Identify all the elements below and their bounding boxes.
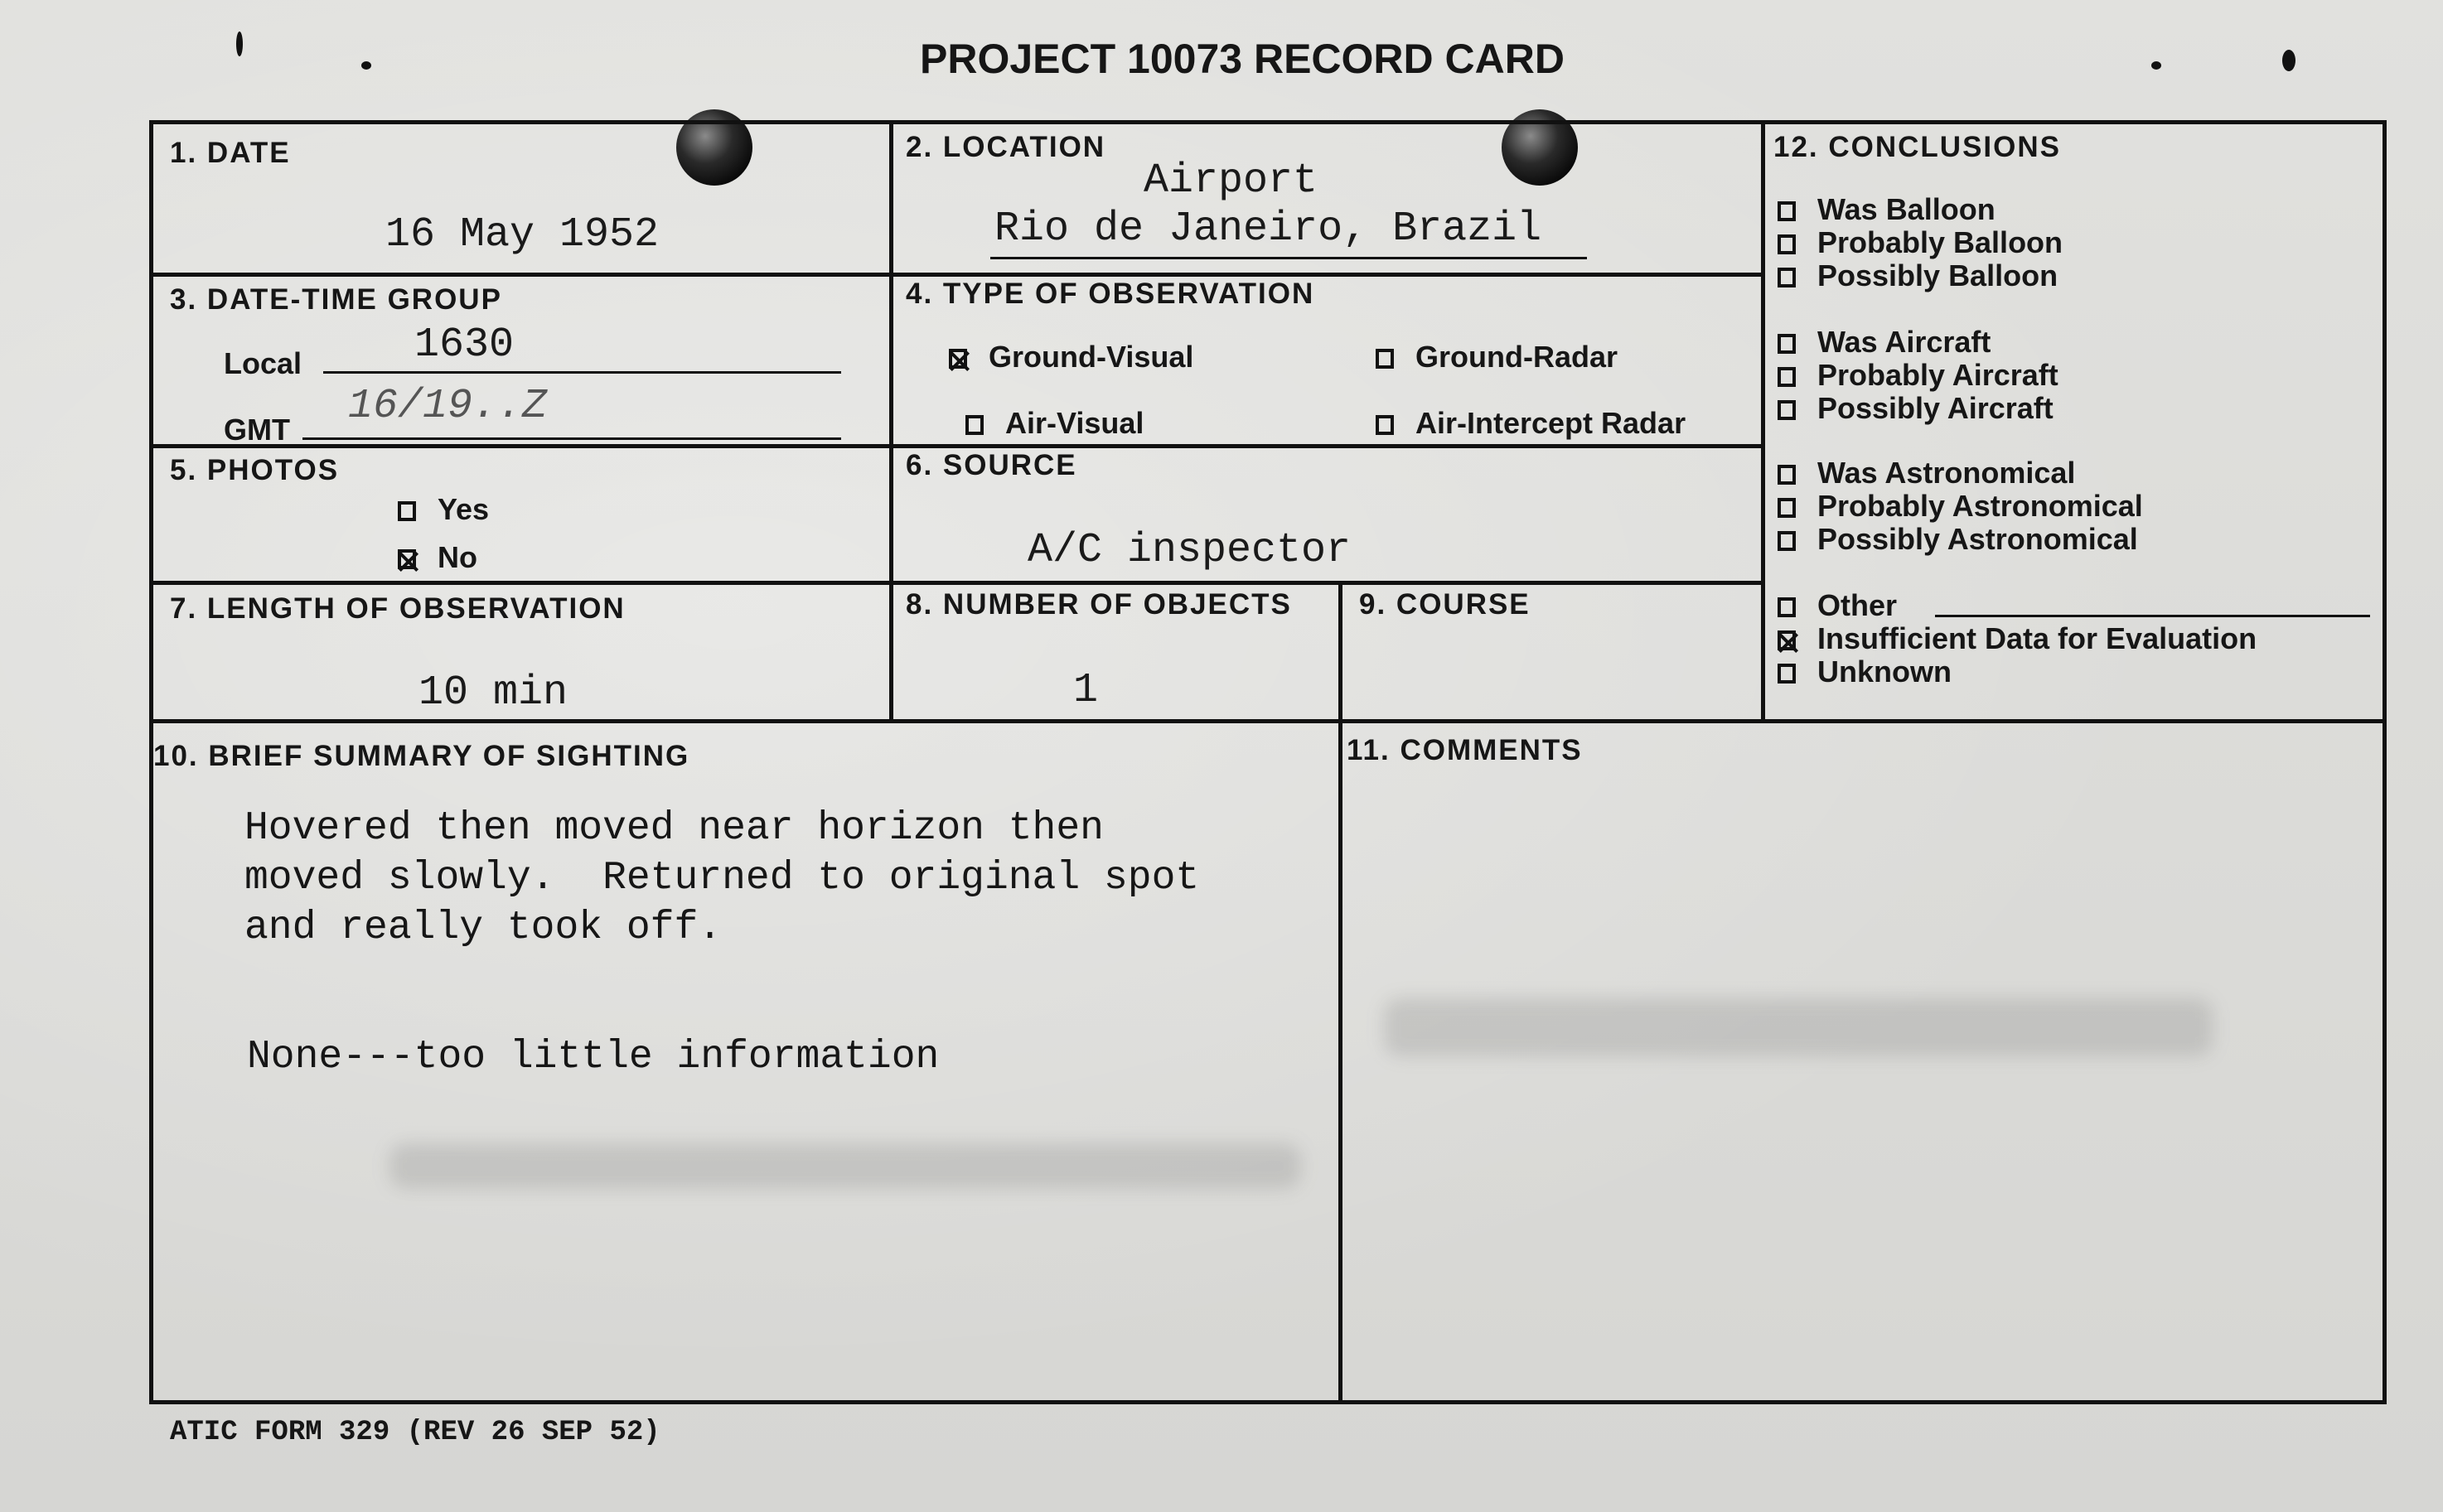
conclusion-text: Unknown (1817, 655, 1952, 688)
checkbox[interactable] (1778, 597, 1796, 617)
checkbox[interactable] (1778, 367, 1796, 387)
photos-yes[interactable] (398, 492, 489, 527)
grid-line (149, 1400, 2387, 1404)
summary-line-2: moved slowly. Returned to original spot (244, 856, 1200, 901)
checkbox[interactable] (1778, 531, 1796, 551)
objects-value: 1 (1073, 667, 1099, 714)
option-text: No (438, 540, 477, 574)
grid-line (1338, 581, 1342, 1403)
location-underline (990, 257, 1587, 259)
show-through-text (456, 25, 501, 131)
checkbox[interactable] (1778, 234, 1796, 254)
speck (2151, 61, 2161, 70)
conclusion-text: Possibly Balloon (1817, 258, 2058, 292)
speck (236, 31, 243, 56)
option-text: Yes (438, 492, 490, 526)
date-value: 16 May 1952 (385, 211, 660, 258)
checkbox-checked[interactable] (1778, 630, 1796, 650)
conclusion-was-balloon[interactable] (1778, 192, 1996, 227)
other-underline (1935, 615, 2370, 617)
conclusion-text: Insufficient Data for Evaluation (1817, 621, 2257, 655)
source-label: 6. SOURCE (906, 449, 1077, 481)
option-ground-radar[interactable] (1376, 340, 1618, 374)
local-label: Local (224, 346, 302, 380)
checkbox[interactable] (1778, 498, 1796, 518)
source-value: A/C inspector (1028, 527, 1352, 574)
conclusion-text: Possibly Astronomical (1817, 522, 2138, 556)
conclusion-unknown[interactable] (1778, 655, 1952, 689)
grid-line (149, 719, 2387, 723)
local-value: 1630 (414, 321, 515, 369)
location-line-2: Rio de Janeiro, Brazil (994, 205, 1542, 253)
conclusion-text: Other (1817, 588, 1898, 622)
length-value: 10 min (418, 669, 568, 717)
conclusion-insufficient-data[interactable] (1778, 621, 2257, 656)
speck (2282, 50, 2295, 71)
checkbox[interactable] (1778, 664, 1796, 684)
grid-line (149, 273, 1763, 277)
grid-line (149, 581, 1763, 585)
length-label: 7. LENGTH OF OBSERVATION (170, 592, 626, 625)
objects-label: 8. NUMBER OF OBJECTS (906, 588, 1292, 621)
course-label: 9. COURSE (1359, 588, 1531, 621)
grid-line (149, 120, 2387, 124)
conclusion-possibly-aircraft[interactable] (1778, 391, 2054, 426)
summary-line-3: and really took off. (244, 906, 723, 950)
speck (361, 61, 371, 70)
summary-label: 10. BRIEF SUMMARY OF SIGHTING (153, 740, 690, 772)
checkbox[interactable] (1778, 400, 1796, 420)
conclusion-text: Was Astronomical (1817, 456, 2076, 490)
local-underline (323, 371, 841, 374)
conclusion-text: Possibly Aircraft (1817, 391, 2054, 425)
checkbox[interactable] (1778, 465, 1796, 485)
comments-label: 11. COMMENTS (1347, 734, 1583, 766)
conclusion-possibly-balloon[interactable] (1778, 258, 2058, 293)
grid-line (2383, 120, 2387, 1404)
conclusion-was-aircraft[interactable] (1778, 325, 1991, 360)
checkbox-checked[interactable] (949, 349, 967, 369)
location-label: 2. LOCATION (906, 131, 1106, 163)
datetime-label: 3. DATE-TIME GROUP (170, 283, 502, 316)
grid-line (889, 120, 893, 722)
option-air-visual[interactable] (965, 406, 1144, 441)
conclusion-possibly-astronomical[interactable] (1778, 522, 2138, 557)
conclusion-probably-aircraft[interactable] (1778, 358, 2058, 393)
conclusion-other[interactable] (1778, 588, 1897, 623)
option-text: Ground-Visual (989, 340, 1194, 374)
conclusion-was-astronomical[interactable] (1778, 456, 2075, 490)
gmt-value: 16/19..Z (348, 383, 548, 430)
summary-line-4: None---too little information (247, 1035, 940, 1080)
photos-label: 5. PHOTOS (170, 454, 340, 486)
gmt-label: GMT (224, 413, 290, 447)
checkbox[interactable] (1376, 415, 1394, 435)
form-footer: ATIC FORM 329 (REV 26 SEP 52) (170, 1417, 660, 1448)
card-title: PROJECT 10073 RECORD CARD (920, 36, 1565, 82)
grid-line (149, 444, 1763, 448)
conclusion-text: Was Aircraft (1817, 325, 1991, 359)
checkbox[interactable] (1778, 268, 1796, 287)
date-label: 1. DATE (170, 137, 291, 169)
conclusions-label: 12. CONCLUSIONS (1773, 131, 2061, 163)
location-line-1: Airport (1144, 157, 1318, 205)
checkbox[interactable] (1778, 201, 1796, 221)
option-text: Ground-Radar (1415, 340, 1618, 374)
option-text: Air-Intercept Radar (1415, 406, 1686, 440)
checkbox[interactable] (1778, 334, 1796, 354)
gmt-underline (302, 437, 841, 440)
conclusion-text: Was Balloon (1817, 192, 1996, 226)
checkbox[interactable] (965, 415, 984, 435)
option-text: Air-Visual (1005, 406, 1144, 440)
option-air-intercept-radar[interactable] (1376, 406, 1686, 441)
checkbox[interactable] (1376, 349, 1394, 369)
checkbox-checked[interactable] (398, 549, 416, 569)
summary-line-1: Hovered then moved near horizon then (244, 806, 1104, 851)
conclusion-probably-balloon[interactable] (1778, 225, 2063, 260)
grid-line (1761, 120, 1765, 722)
observation-type-label: 4. TYPE OF OBSERVATION (906, 278, 1315, 310)
conclusion-probably-astronomical[interactable] (1778, 489, 2143, 524)
checkbox[interactable] (398, 501, 416, 521)
option-ground-visual[interactable] (949, 340, 1193, 374)
conclusion-text: Probably Aircraft (1817, 358, 2058, 392)
conclusion-text: Probably Balloon (1817, 225, 2063, 259)
conclusion-text: Probably Astronomical (1817, 489, 2143, 523)
photos-no[interactable] (398, 540, 477, 575)
